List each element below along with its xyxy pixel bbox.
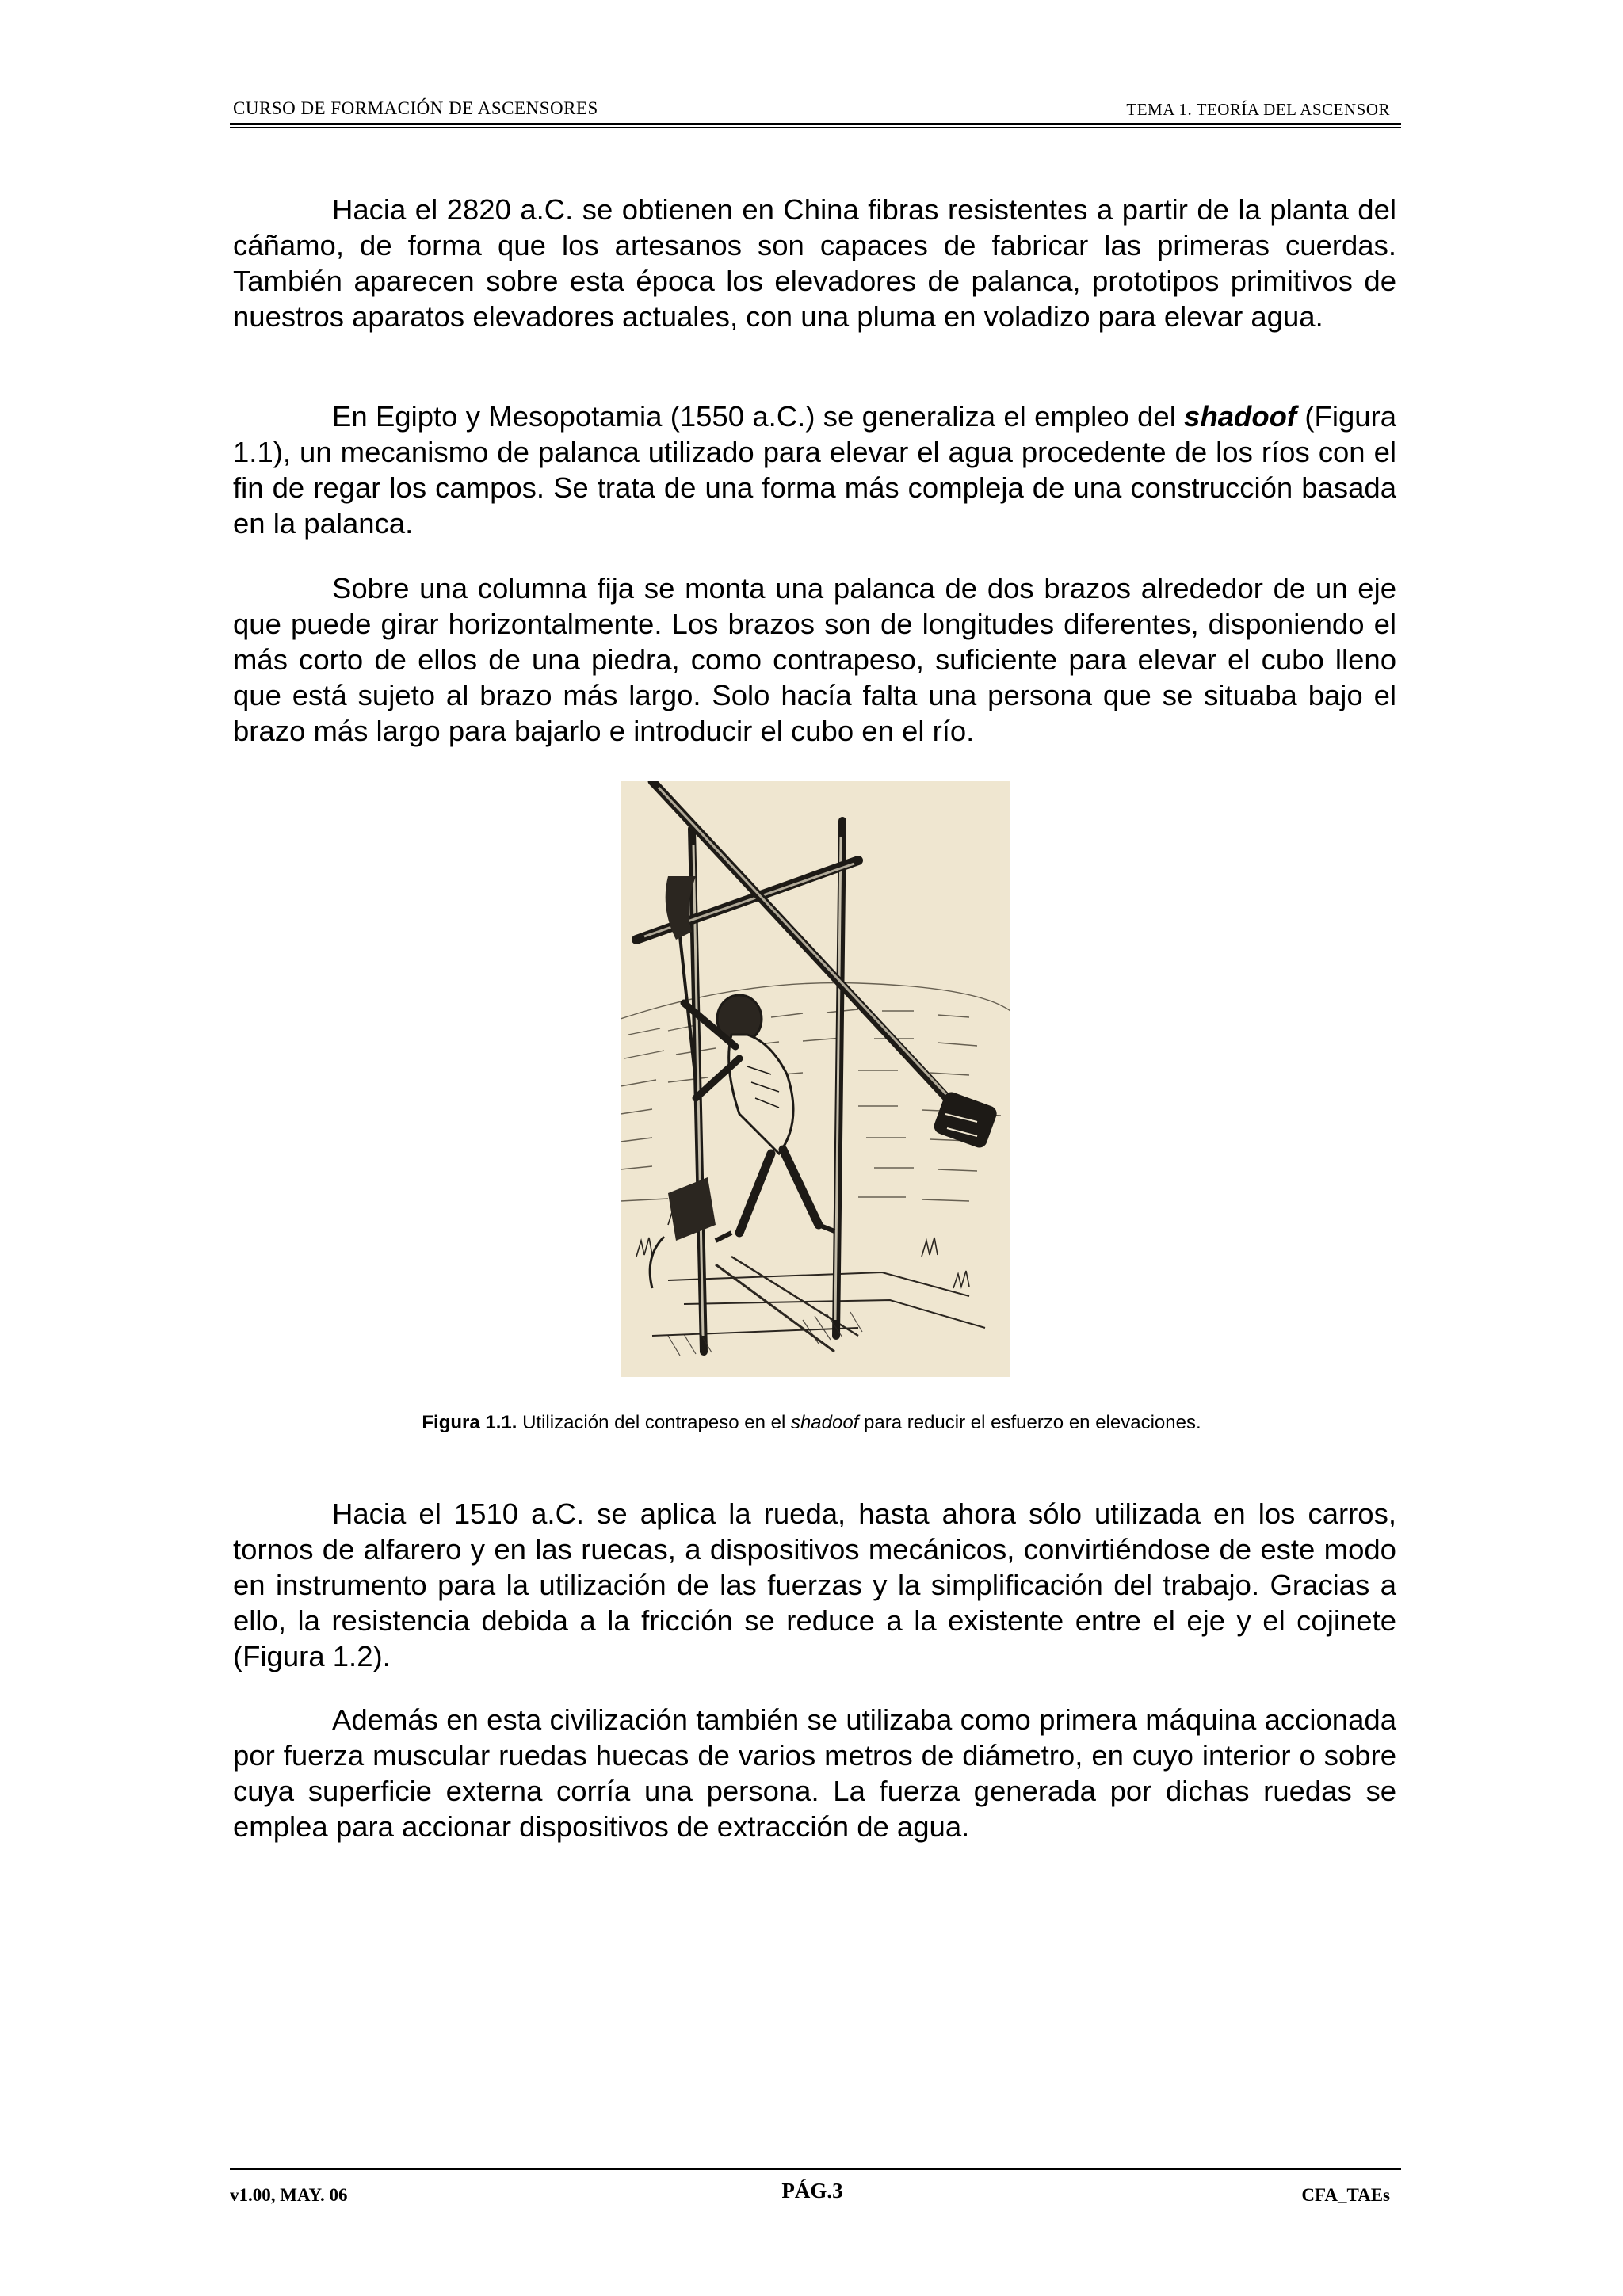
footer-version: v1.00, MAY. 06 (230, 2185, 348, 2205)
footer-page-number: PÁG.3 (781, 2179, 843, 2203)
footer-code: CFA_TAEs (1301, 2185, 1390, 2205)
page-header (230, 93, 1401, 125)
figure-caption-text: Utilización del contrapeso en el (517, 1412, 791, 1433)
shadoof-term: shadoof (1184, 400, 1297, 433)
figure-caption-text-end: para reducir el esfuerzo en elevaciones. (858, 1412, 1201, 1433)
header-rule-thin (230, 127, 1401, 128)
shadoof-drawing (621, 781, 1010, 1377)
figure-caption (0, 1412, 1623, 1434)
paragraph-shadoof-intro-text: En Egipto y Mesopotamia (1550 a.C.) se generaliza el empleo del (332, 400, 1185, 433)
paragraph-wheel-1510bc: Hacia el 1510 a.C. se aplica la rueda, hasta ahora sólo utilizada en los carros, tornos de alfarero y en las ruecas, a dispositivos mecánicos, convirtiéndose de este modo en instrumento para la utilización de las fuerzas y la simplificación del trabajo. Gracias a ello, la resistencia debida a la fricción se reduce a la existente entre el eje y el cojinete (Figura 1.2). (233, 1497, 1396, 1672)
header-topic-title: TEMA 1. TEORÍA DEL ASCENSOR (1126, 100, 1390, 119)
figure-caption-label: Figura 1.1. (422, 1412, 517, 1433)
paragraph-rope-2820bc: Hacia el 2820 a.C. se obtienen en China fibras resistentes a partir de la planta del cáñamo, de forma que los artesanos son capaces de fabricar las primeras cuerdas. También aparecen sobre esta época los elevadores de palanca, prototipos primitivos de nuestros aparatos elevadores actuales, con una pluma en voladizo para elevar agua. (233, 193, 1396, 333)
footer-rule (230, 2168, 1401, 2170)
paragraph-lever-mechanism: Sobre una columna fija se monta una palanca de dos brazos alrededor de un eje que puede girar horizontalmente. Los brazos son de longitudes diferentes, disponiendo el más corto de ellos de una piedra, como contrapeso, suficiente para elevar el cubo lleno que está sujeto al brazo más largo. Solo hacía falta una persona que se situaba bajo el brazo más largo para bajarlo e introducir el cubo en el río. (233, 572, 1396, 747)
paragraph-shadoof-intro (233, 399, 1396, 541)
figure-caption-emph: shadoof (790, 1412, 859, 1433)
shadoof-illustration (621, 781, 1010, 1377)
page-footer (230, 2179, 1401, 2210)
paragraph-treadwheels: Además en esta civilización también se utilizaba como primera máquina accionada por fuerza muscular ruedas huecas de varios metros de diámetro, en cuyo interior o sobre cuya superficie externa corría una persona. La fuerza generada por dichas ruedas se emplea para accionar dispositivos de extracción de agua. (233, 1703, 1396, 1843)
header-rule (230, 123, 1401, 125)
paragraph-shadoof-intro-rest: (Figura 1.1), un mecanismo de palanca utilizado para elevar el agua procedente de los ríos con el fin de regar los campos. Se trata de una forma más compleja de una construcción basada en la palanca. (233, 400, 1396, 540)
header-course-title: CURSO DE FORMACIÓN DE ASCENSORES (233, 98, 598, 118)
